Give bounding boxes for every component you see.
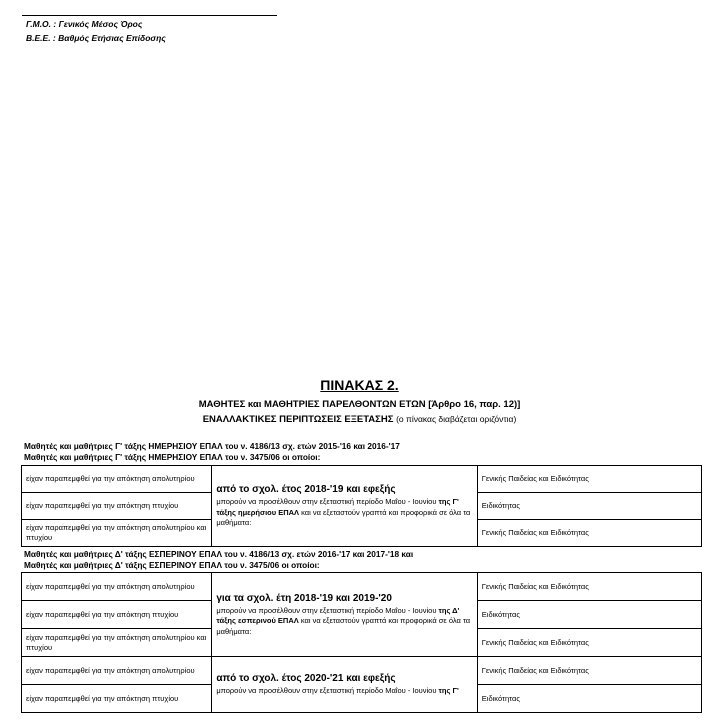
rule-text: μπορούν να προσέλθουν στην εξεταστική περίοδο Μαΐου - Ιουνίου της Γ' τάξης ημερήσιου ΕΠΑΛ και να εξεταστούν γραπτά και προφορικά σε όλα τα μαθήματα: — [216, 497, 471, 528]
exam-cell: Γενικής Παιδείας και Ειδικότητας — [477, 520, 701, 547]
rule-text: μπορούν να προσέλθουν στην εξεταστική περίοδο Μαΐου - Ιουνίου της Δ' τάξης εσπερινού ΕΠΑΛ και να εξεταστούν γραπτά και προφορικά σε όλα τα μαθήματα: — [216, 605, 471, 636]
rule-cell — [212, 573, 477, 657]
condition-cell: είχαν παραπεμφθεί για την απόκτηση απολυτηρίου — [22, 466, 212, 493]
table-row — [22, 657, 702, 685]
group2-table — [21, 572, 702, 713]
exam-cell: Ειδικότητας — [477, 685, 701, 713]
group2-line1: Μαθητές και μαθήτριες Δ' τάξης ΕΣΠΕΡΙΝΟΥ ΕΠΑΛ του ν. 4186/13 σχ. ετών 2016-'17 και 2017-'18 και — [24, 549, 414, 559]
condition-cell: είχαν παραπεμφθεί για την απόκτηση πτυχίου — [22, 685, 212, 713]
condition-cell: είχαν παραπεμφθεί για την απόκτηση πτυχίου — [22, 493, 212, 520]
top-divider — [22, 15, 277, 16]
exam-cell: Γενικής Παιδείας και Ειδικότητας — [477, 629, 701, 657]
group1-table — [21, 465, 702, 547]
condition-cell: είχαν παραπεμφθεί για την απόκτηση απολυτηρίου — [22, 657, 212, 685]
table-row — [22, 573, 702, 601]
table-row — [22, 466, 702, 493]
table-subtitle: ΜΑΘΗΤΕΣ και ΜΑΘΗΤΡΙΕΣ ΠΑΡΕΛΘΟΝΤΩΝ ΕΤΩΝ [Άρθρο 16, παρ. 12)] — [198, 399, 521, 410]
exam-cell: Γενικής Παιδείας και Ειδικότητας — [477, 466, 701, 493]
exam-cell: Ειδικότητας — [477, 493, 701, 520]
condition-cell: είχαν παραπεμφθεί για την απόκτηση απολυτηρίου — [22, 573, 212, 601]
exam-cases-heading — [0, 414, 719, 425]
exam-cases-label: ΕΝΑΛΛΑΚΤΙΚΕΣ ΠΕΡΙΠΤΩΣΕΙΣ ΕΞΕΤΑΣΗΣ — [202, 414, 394, 425]
exam-cell: Ειδικότητας — [477, 601, 701, 629]
rule-period: από το σχολ. έτος 2018-'19 και εφεξής — [216, 484, 396, 496]
group1-heading — [24, 441, 400, 463]
condition-cell: είχαν παραπεμφθεί για την απόκτηση πτυχίου — [22, 601, 212, 629]
reading-note: (ο πίνακας διαβάζεται οριζόντια) — [396, 414, 517, 424]
rule-cell — [212, 657, 477, 713]
table-number-title: ΠΙΝΑΚΑΣ 2. — [320, 377, 399, 393]
condition-cell: είχαν παραπεμφθεί για την απόκτηση απολυτηρίου και πτυχίου — [22, 629, 212, 657]
rule-period: από το σχολ. έτος 2020-'21 και εφεξής — [216, 673, 396, 685]
legend-gmo: Γ.Μ.Ο. : Γενικός Μέσος Όρος — [26, 19, 143, 29]
exam-cell: Γενικής Παιδείας και Ειδικότητας — [477, 573, 701, 601]
group2-heading — [24, 549, 413, 571]
group1-line2: Μαθητές και μαθήτριες Γ' τάξης ΗΜΕΡΗΣΙΟΥ ΕΠΑΛ του ν. 3475/06 οι οποίοι: — [24, 452, 321, 462]
rule-text: μπορούν να προσέλθουν στην εξεταστική περίοδο Μαΐου - Ιουνίου της Γ' — [216, 686, 459, 696]
condition-cell: είχαν παραπεμφθεί για την απόκτηση απολυτηρίου και πτυχίου — [22, 520, 212, 547]
rule-period: για τα σχολ. έτη 2018-'19 και 2019-'20 — [216, 592, 392, 604]
legend-vee: Β.Ε.Ε. : Βαθμός Ετήσιας Επίδοσης — [26, 33, 166, 43]
group1-line1: Μαθητές και μαθήτριες Γ' τάξης ΗΜΕΡΗΣΙΟΥ ΕΠΑΛ του ν. 4186/13 σχ. ετών 2015-'16 και 2016-'17 — [24, 441, 400, 451]
exam-cell: Γενικής Παιδείας και Ειδικότητας — [477, 657, 701, 685]
group2-line2: Μαθητές και μαθήτριες Δ' τάξης ΕΣΠΕΡΙΝΟΥ ΕΠΑΛ του ν. 3475/06 οι οποίοι: — [24, 560, 320, 570]
rule-cell — [212, 466, 477, 547]
